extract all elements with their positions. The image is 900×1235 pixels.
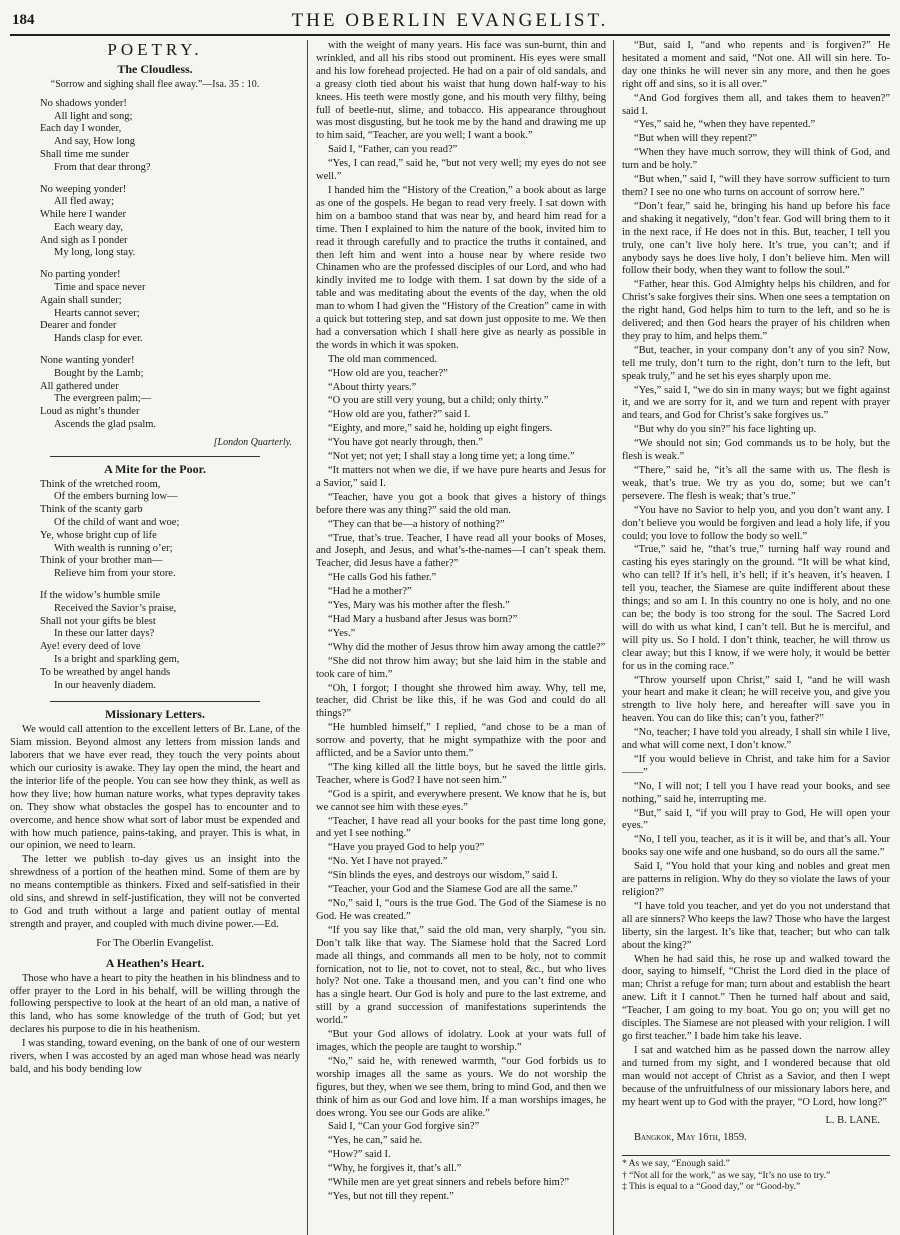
paragraph: “Had he a mother?” bbox=[328, 586, 412, 598]
paragraph: “It matters not when we die, if we have pure hearts and Jesus for a Savior,” said I. bbox=[316, 465, 606, 489]
paragraph: “Oh, I forgot; I thought she throwed him away. Why, tell me, teacher, did Christ be like this, if he was God and could do all things?” bbox=[316, 682, 606, 720]
paragraph: I sat and watched him as he passed down the narrow alley and turned from my sight, and I wondered because that old man would not accept of Christ as a Savior, and then I wept because of the unfruitfulness of our missionary labors here, and my heart went up to God with the prayer, “O Lord, how long?” bbox=[622, 1044, 890, 1108]
paragraph: “No. Yet I have not prayed.” bbox=[328, 856, 448, 868]
paragraph: “Teacher, I have read all your books for the past time long gone, and yet I see nothing.” bbox=[316, 815, 606, 840]
poem-line: If the widow’s humble smile bbox=[40, 590, 161, 602]
paragraph: “But when will they repent?” bbox=[634, 133, 758, 145]
poem-line: To be wreathed by angel hands bbox=[40, 666, 171, 678]
paragraph: “And God forgives them all, and takes them to heaven?” said I. bbox=[622, 92, 890, 117]
page-number: 184 bbox=[12, 12, 35, 28]
paragraph: “Yes,” said he, “when they have repented.” bbox=[634, 119, 816, 131]
paragraph: When he had said this, he rose up and walked toward the door, saying to himself, “Christ the Lord died in the place of man; Christ a refuge for man; turn about and establish the heart anew. Lift it I cannot.” Then he turned half about and said, “Teacher, I am going to my boat. You go on; you will get no disciples. The Siamese are not pleased with your religion. I will go first teacher.” I bade him take his leave. bbox=[622, 953, 890, 1042]
attribution: [London Quarterly. bbox=[213, 436, 292, 448]
poem-line: Dearer and fonder bbox=[40, 320, 117, 332]
paragraph: “But,” said I, “if you will pray to God, He will open your eyes.” bbox=[622, 807, 890, 832]
paragraph: “Not yet; not yet; I shall stay a long time yet; a long time.” bbox=[328, 451, 575, 463]
poem-line: Again shall sunder; bbox=[40, 294, 122, 306]
poem-line: Aye! every deed of love bbox=[40, 641, 141, 653]
divider bbox=[50, 701, 260, 702]
poem-line: Hands clasp for ever. bbox=[54, 333, 143, 345]
poem-title: The Cloudless. bbox=[117, 61, 193, 76]
paragraph: “But when,” said I, “will they have sorrow sufficient to turn them? I see no one who turns on account of sorrow here.” bbox=[622, 174, 890, 198]
paragraph: Those who have a heart to pity the heathen in his blindness and to offer prayer to the Lord in his behalf, will be willing through the following perspective to look at the heart of an old man, a native of this land, who has some knowledge of the truth of God; but yet declares his purpose to die in his heathenism. bbox=[10, 972, 300, 1036]
poem-line: All gathered under bbox=[40, 380, 119, 392]
dateline: Bangkok, May 16th, 1859. bbox=[634, 1132, 747, 1144]
paragraph: “How old are you, father?” said I. bbox=[328, 409, 471, 421]
paragraph: “He humbled himself,” I replied, “and chose to be a man of sorrow and poverty, that he might sympathize with the poor and afflicted, and be a Savior unto them.” bbox=[316, 722, 606, 760]
paragraph: “True, that’s true. Teacher, I have read all your books of Moses, and Joseph, and Jesus, and what’s-the-names—I can’t speak them. Teacher, did Jesus have a father?” bbox=[316, 532, 606, 570]
paragraph: “O you are still very young, but a child; only thirty.” bbox=[328, 395, 549, 407]
paragraph: “God is a spirit, and everywhere present. We know that he is, but we cannot see him with these eyes.” bbox=[316, 788, 606, 813]
footnote: † “Not all for the work,” as we say, “It’s no use to try.” bbox=[622, 1170, 831, 1181]
paragraph: with the weight of many years. His face was sun-burnt, thin and wrinkled, and all his ribs stood out prominent. His eyes were small and his low forehead projected. He had on a pair of old sandals, and a greasy cloth tied about his waist that hung down half-way to his knees. His teeth were mostly gone, and his mouth very filthy, being full of beetle-nut, slime, and tobacco. His appearance throughout was most disgusting, but he took me by the hand and drawing me up to him said, “Teacher, are you well; I want a book.” bbox=[316, 40, 606, 142]
stanza bbox=[40, 590, 300, 692]
poem-line: No shadows yonder! bbox=[40, 97, 127, 109]
page-header bbox=[10, 6, 890, 36]
paragraph: “Eighty, and more,” said he, holding up eight fingers. bbox=[328, 423, 553, 435]
paragraph: Said I, “Father, can you read?” bbox=[328, 144, 458, 156]
paragraph: “No, I will not; I tell you I have read your books, and see nothing,” said he, interrupting me. bbox=[622, 780, 890, 805]
poem-line: Loud as night’s thunder bbox=[40, 406, 140, 418]
paragraph: “He calls God his father.” bbox=[328, 572, 437, 584]
paragraph: “But, teacher, in your company don’t any of you sin? Now, tell me truly, don’t turn to the right, don’t turn to the left, but speak truly,” and he set his eyes sharply upon me. bbox=[622, 344, 890, 382]
paragraph: “How old are you, teacher?” bbox=[328, 367, 448, 379]
footnote: * As we say, “Enough said.” bbox=[622, 1159, 730, 1170]
paragraph: “About thirty years.” bbox=[328, 381, 417, 393]
poem-line: Bought by the Lamb; bbox=[54, 367, 144, 379]
stanza bbox=[40, 479, 300, 581]
stanza bbox=[40, 355, 300, 432]
paragraph: “Throw yourself upon Christ,” said I, “and he will wash your heart and make it clean; he will receive you, and give you strength to live holy here, and hereafter will save you in heaven. You can do like this; can’t you, father?” bbox=[622, 674, 890, 725]
paragraph: “If you would believe in Christ, and take him for a Savior——” bbox=[622, 753, 890, 778]
paragraph: “Why, he forgives it, that’s all.” bbox=[328, 1163, 462, 1175]
poem-line: My long, long stay. bbox=[54, 247, 136, 259]
poem-body bbox=[10, 479, 300, 693]
paragraph: “You have got nearly through, then.” bbox=[328, 437, 483, 449]
paragraph: I was standing, toward evening, on the bank of one of our western rivers, when I was accosted by an aged man whose head was nearly bald, and his body bending low bbox=[10, 1038, 300, 1075]
poem-line: With wealth is running o’er; bbox=[54, 542, 173, 554]
column-1 bbox=[10, 40, 300, 1235]
poem-line: Is a bright and sparkling gem, bbox=[54, 654, 180, 666]
paragraph: “How?” said I. bbox=[328, 1149, 391, 1161]
poem-line: Time and space never bbox=[54, 282, 146, 294]
poem-line: Ascends the glad psalm. bbox=[54, 419, 157, 431]
poem-line: And say, How long bbox=[54, 136, 135, 148]
divider bbox=[50, 456, 260, 457]
footnote: ‡ This is equal to a “Good day,” or “Good-by.” bbox=[622, 1182, 801, 1193]
paragraph: “True,” said he, “that’s true,” turning half way round and casting his eyes staringly on the ground. “It will be what kind, who can tell? If it’s hell, it’s hell; if it’s heaven, it’s heaven. I tell you, teacher, the Siamese are quite indifferent about these things; and so am I. In this country no one is holy, and no one can be; the body is too strong for the soul. The Sacred Lord will do with us what kind, I can’t tell. But he is merciful, and will pity us. So I hold. I don’t think, teacher, he will throw us clear away; but this I know, if we were holy, it would be better for us in the coming race.” bbox=[622, 544, 890, 672]
poem-line: Ye, whose bright cup of life bbox=[40, 529, 157, 541]
paragraph: “Yes, I can read,” said he, “but not very well; my eyes do not see well.” bbox=[316, 158, 606, 183]
paragraph: “Have you prayed God to help you?” bbox=[328, 842, 485, 854]
poem-line: Think of your brother man— bbox=[40, 555, 163, 567]
paragraph: “We should not sin; God commands us to be holy, but the flesh is weak.” bbox=[622, 438, 890, 463]
poem-line: Relieve him from your store. bbox=[54, 568, 176, 580]
poem-line: All light and song; bbox=[54, 110, 133, 122]
paragraph: “Yes.” bbox=[328, 627, 356, 639]
paragraph: The letter we publish to-day gives us an insight into the shrewdness of a portion of the heathen mind. Some of them are by no means contemptible as thinkers. Fixed and self-satisfied in their old sins, and shrewd in self-justification, they will not be converted to God and truth without a large and patient outlay of mental strength and prayer, and coupled with much divine power.—Ed. bbox=[10, 854, 300, 930]
paragraph: “Yes, Mary was his mother after the flesh.” bbox=[328, 600, 510, 612]
poem-body bbox=[10, 98, 300, 432]
article-title: A Heathen’s Heart. bbox=[105, 955, 205, 970]
paragraph: We would call attention to the excellent letters of Br. Lane, of the Siam mission. Beyond almost any letters from mission lands and laborers that we have ever read, they touch the very points about which our curiosity is awake. They lay open the mind, the heart and the interior life of the people. You can see how they think, as well as how they live; how human nature works, what types depravity takes on. They show what obstacles the gospel has to encounter and to overcome, and hence show what sort of labor must be expended and with how much patience, pains-taking, and prayer. This is what, in our opinion, we need to learn. bbox=[10, 724, 300, 852]
poem-line: Received the Savior’s praise, bbox=[54, 602, 177, 614]
poem-line: None wanting yonder! bbox=[40, 355, 135, 367]
column-2 bbox=[316, 40, 606, 1235]
paragraph: “Had Mary a husband after Jesus was born?” bbox=[328, 613, 518, 625]
poem-line: No parting yonder! bbox=[40, 269, 121, 281]
paragraph: “No,” said he, with renewed warmth, “our God forbids us to worship images all the same as yours. We do not worship the figures, but they, when we see them, bring to mind God, and then we think of him as our God and love him. If a man worships images, he does wrong. You see our Gods are alike.” bbox=[316, 1055, 606, 1119]
paragraph: “Why did the mother of Jesus throw him away among the cattle?” bbox=[328, 641, 606, 653]
columns bbox=[10, 40, 890, 1235]
paragraph: Said I, “Can your God forgive sin?” bbox=[328, 1121, 480, 1133]
paragraph: “The king killed all the little boys, but he saved the little girls. Teacher, where is God? I have not seen him.” bbox=[316, 761, 606, 786]
paragraph: “They can that be—a history of nothing?” bbox=[328, 518, 505, 530]
poem-line: Hearts cannot sever; bbox=[54, 307, 140, 319]
poem-line: Each weary day, bbox=[54, 221, 123, 233]
paragraph: “If you say like that,” said the old man, very sharply, “you sin. Don’t talk like that way. The Siamese hold that the Sacred Lord made all things, and commands all men to be holy, not to commit fornication, not to lie, not to covet, not to steal, &c., but who lives holy? Not one. Take a thousand men, and you can’t find one who has a single heart. Our God is holy and pure to the last extreme, and still by a grand succession of manifestations superintends the world.” bbox=[316, 924, 606, 1027]
paragraph: “But your God allows of idolatry. Look at your wats full of images, which the people are taught to worship.” bbox=[316, 1029, 606, 1053]
stanza bbox=[40, 269, 300, 346]
paragraph: “There,” said he, “it’s all the same with us. The flesh is weak, that’s true. We try as you do, some; but we can’t persevere. The flesh is weak; that’s true.” bbox=[622, 465, 890, 502]
poem-line: The evergreen palm;— bbox=[54, 393, 152, 405]
epigraph: “Sorrow and sighing shall flee away.”—Isa. 35 : 10. bbox=[50, 78, 260, 90]
poem-line: In our heavenly diadem. bbox=[54, 679, 157, 691]
paragraph: “You have no Savior to help you, and you don’t want any. I don’t believe you would be forgiven and lead a holy life, if you could; you love to follow the body so well.” bbox=[622, 504, 890, 542]
paragraph: “When they have much sorrow, they will think of God, and turn and be holy.” bbox=[622, 147, 890, 172]
article-continuation bbox=[622, 40, 890, 1109]
poem-line: Think of the wretched room, bbox=[40, 478, 161, 490]
paragraph: “Teacher, your God and the Siamese God are all the same.” bbox=[328, 884, 578, 896]
poem-line: From that dear throng? bbox=[54, 161, 151, 173]
poem-line: Shall time me sunder bbox=[40, 148, 129, 160]
poem-title: A Mite for the Poor. bbox=[104, 461, 206, 476]
paragraph: “Don’t fear,” said he, bringing his hand up before his face and shaking it negatively, “don’t fear. God will bring them to it in the next race, if He does not in this. But, teacher, I tell you truly, one can’t live holy here. It’s true, you can’t; and if anybody says he does live holy, I don’t believe him. Men will follow their body, when they want to follow the soul.” bbox=[622, 200, 890, 277]
stanza bbox=[40, 184, 300, 261]
masthead: THE OBERLIN EVANGELIST. bbox=[291, 10, 609, 31]
paragraph: “Yes,” said I, “we do sin in many ways; but we fight against it, and we are sorry for it, and we turn and repent with prayer and tears, and God for Christ’s sake forgives us.” bbox=[622, 384, 890, 422]
paragraph: “Yes, but not till they repent.” bbox=[328, 1190, 454, 1202]
paragraph: “But why do you sin?” his face lighting up. bbox=[634, 424, 817, 436]
paragraph: “Yes, he can,” said he. bbox=[328, 1135, 423, 1147]
paragraph: Said I, “You hold that your king and nobles and great men are patterns in religion. Why do they so violate the laws of your religion?” bbox=[622, 861, 890, 898]
poem-line: In these our latter days? bbox=[54, 628, 155, 640]
poem-line: Of the child of want and woe; bbox=[54, 517, 180, 529]
paragraph: “No, I tell you, teacher, as it is it will be, and that’s all. Your books say one wife and one husband, so do ours all the same.” bbox=[622, 834, 890, 859]
for-line: For The Oberlin Evangelist. bbox=[96, 937, 214, 949]
paragraph: “Sin blinds the eyes, and destroys our wisdom,” said I. bbox=[328, 870, 558, 882]
paragraph: I handed him the “History of the Creation,” a book about as large as one of the gospels. He began to read very freely. I sat down with him on a bamboo stand that was near by, and heard him read for a time. Then I explained to him the nature of the book, invited him to read it through carefully and to practice the truths it contained, and then left him and went into a house near by where reside two Chinamen who are the professed disciples of our Lord, and who had kindly invited me to lodge with them. I sat down by the side of a table and was meditating about the events of the day, when the old man to whom I had given the “History of the Creation” came in with a quick but tottering step, and sat down just opposite to me. We then had a conversation which I shall here give as nearly as possible in the words in which it was spoken. bbox=[316, 184, 606, 351]
paragraph: “No, teacher; I have told you already, I shall sin while I live, and what will come next, I don’t know.” bbox=[622, 727, 890, 752]
footnote-rule bbox=[622, 1155, 890, 1156]
poem-line: Each day I wonder, bbox=[40, 123, 122, 135]
poem-line: Think of the scanty garb bbox=[40, 504, 143, 516]
article-title: Missionary Letters. bbox=[105, 707, 205, 722]
section-title: POETRY. bbox=[107, 40, 203, 59]
paragraph: “While men are yet great sinners and rebels before him?” bbox=[328, 1177, 570, 1189]
stanza bbox=[40, 98, 300, 175]
paragraph: “I have told you teacher, and yet do you not understand that all are sinners? Who keeps the law? Those who have the largest liberty, sin the largest. It’s like that, teacher; but who can talk about the king?” bbox=[622, 900, 890, 951]
signature: L. B. LANE. bbox=[825, 1115, 880, 1127]
poem-line: Shall not your gifts be blest bbox=[40, 615, 156, 627]
paragraph: “No,” said I, “ours is the true God. The God of the Siamese is no God. He was created.” bbox=[316, 898, 606, 922]
footnotes bbox=[622, 1159, 890, 1194]
paragraph: The old man commenced. bbox=[328, 353, 438, 365]
poem-line: All fled away; bbox=[54, 196, 115, 208]
poem-line: No weeping yonder! bbox=[40, 183, 127, 195]
paragraph: “She did not throw him away; but she laid him in the stable and took care of him.” bbox=[316, 655, 606, 680]
column-3 bbox=[622, 40, 890, 1235]
poem-line: And sigh as I ponder bbox=[40, 234, 128, 246]
paragraph: “Father, hear this. God Almighty helps his children, and for Christ’s sake forgives their sins. When one sees a temptation on the right hand, God helps him to turn to the left, and so he is delivered; and then God hears the prayer of his children when they pray to him, and helps them.” bbox=[622, 279, 890, 342]
poem-line: While here I wander bbox=[40, 209, 126, 221]
paragraph: “Teacher, have you got a book that gives a history of things before there was any thing?” said the old man. bbox=[316, 491, 606, 516]
poem-line: Of the embers burning low— bbox=[54, 491, 178, 503]
paragraph: “But, said I, “and who repents and is forgiven?” He hesitated a moment and said, “Not one. All will sin here. To-day one thinks he will never sin any more, and then he goes right off and sins, so it is all over.” bbox=[622, 40, 890, 90]
